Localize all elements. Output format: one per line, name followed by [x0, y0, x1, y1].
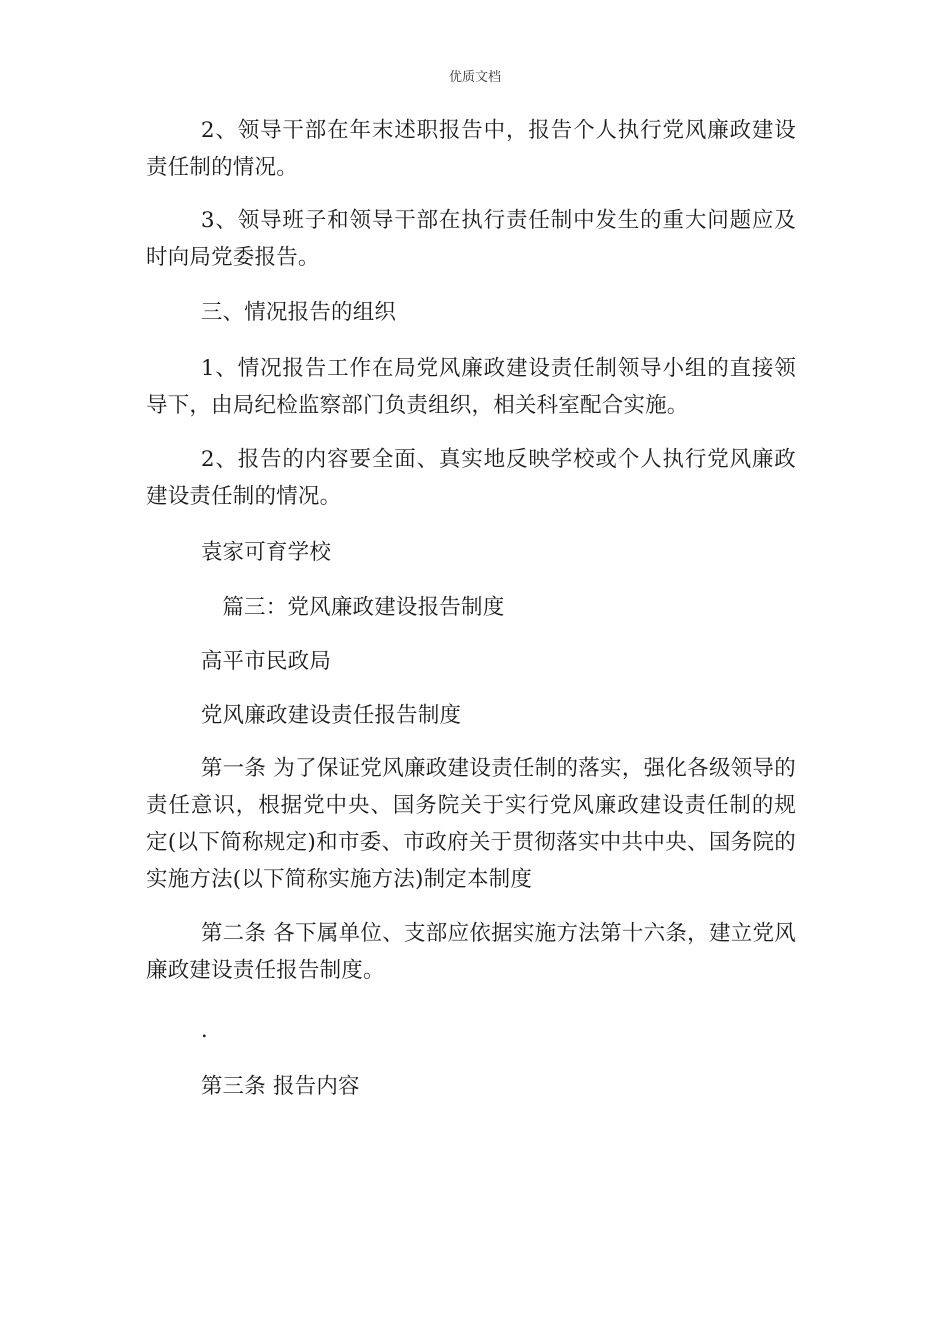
separator-dot: .: [200, 1018, 208, 1043]
article-three: 第三条 报告内容: [200, 1074, 360, 1099]
article-two: 第二条 各下属单位、支部应依据实施方法第十六条，建立党风廉政建设责任报告制度。: [146, 921, 796, 983]
paragraph-organization-2: 2、报告的内容要全面、真实地反映学校或个人执行党风廉政建设责任制的情况。: [146, 447, 796, 509]
running-header: 优质文档: [448, 70, 501, 85]
paragraph-major-issues: 3、领导班子和领导干部在执行责任制中发生的重大问题应及时向局党委报告。: [146, 208, 796, 270]
section-heading-organization: 三、情况报告的组织: [200, 300, 397, 325]
issuer-name: 高平市民政局: [200, 649, 332, 674]
document-title: 党风廉政建设责任报告制度: [200, 703, 462, 728]
paragraph-organization-1: 1、情况报告工作在局党风廉政建设责任制领导小组的直接领导下，由局纪检监察部门负责组织，相关科室配合实施。: [146, 356, 796, 418]
paragraph-leader-report: 2、领导干部在年末述职报告中，报告个人执行党风廉政建设责任制的情况。: [146, 118, 796, 180]
chapter-title: 篇三：党风廉政建设报告制度: [222, 595, 505, 620]
article-one: 第一条 为了保证党风廉政建设责任制的落实，强化各级领导的责任意识，根据党中央、国务院关于实行党风廉政建设责任制的规定(以下简称规定)和市委、市政府关于贯彻落实中共中央、国务院的实施方法(以下简称实施方法)制定本制度: [146, 756, 796, 892]
school-name: 袁家可育学校: [200, 540, 332, 565]
